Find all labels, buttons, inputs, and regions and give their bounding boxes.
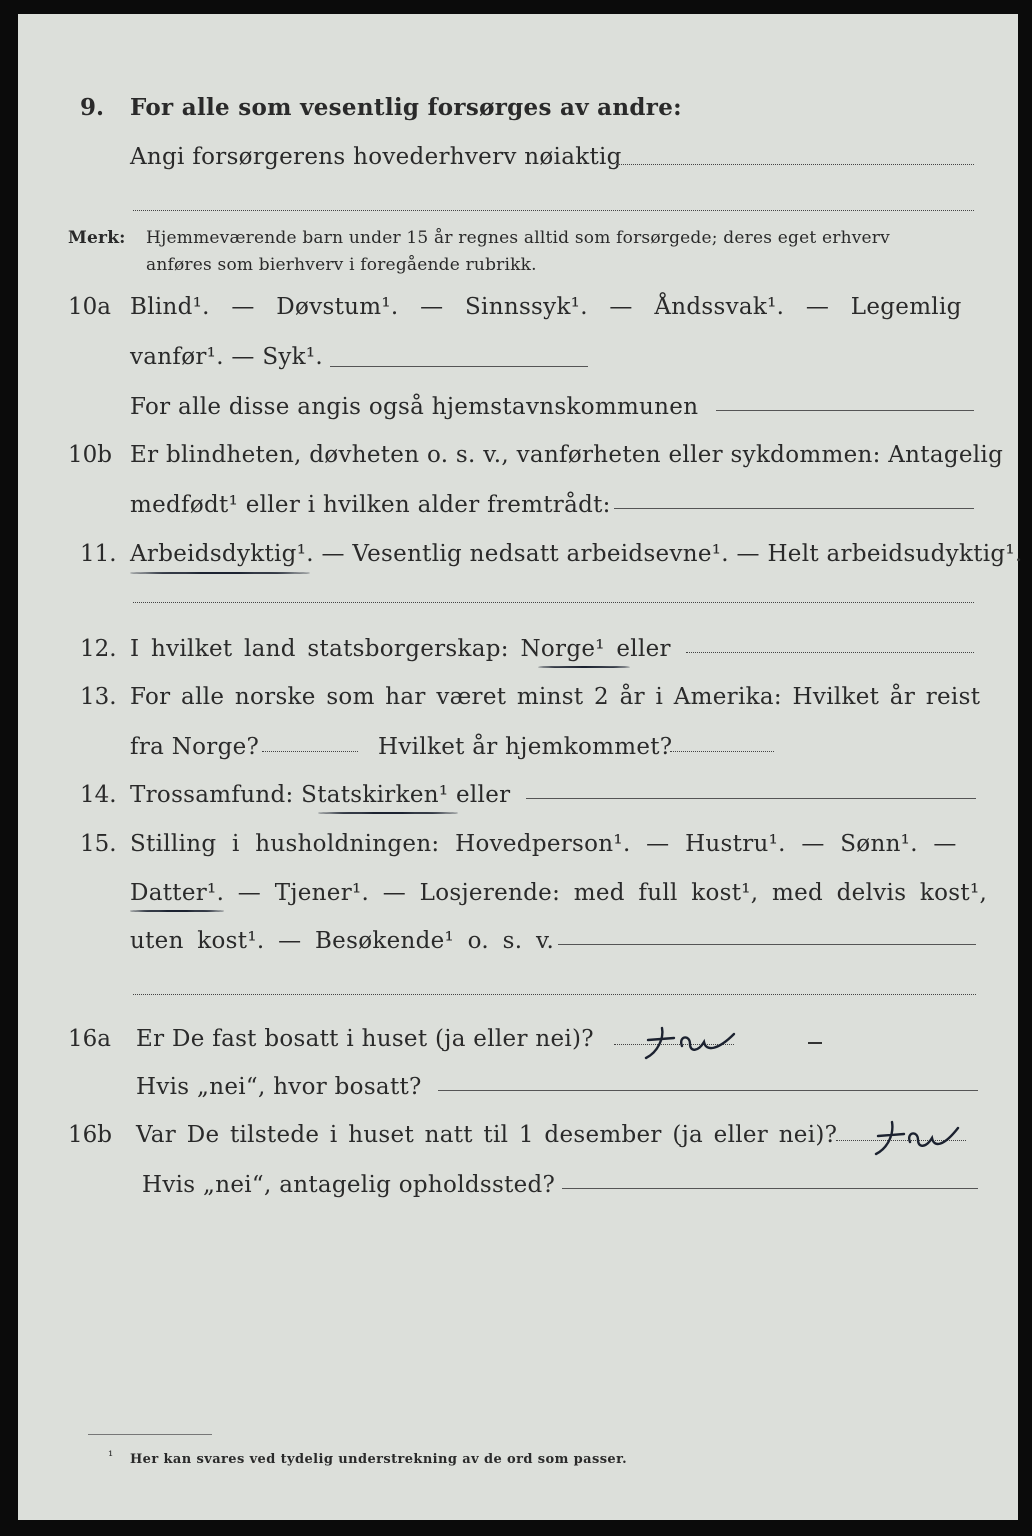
q9-answer-line[interactable] xyxy=(616,164,974,165)
q15-answer-line[interactable] xyxy=(558,944,976,945)
q9-answer-line-2[interactable] xyxy=(133,210,974,211)
q13-line2b: Hvilket år hjemkommet? xyxy=(378,734,673,760)
q16b-line1: Var De tilstede i huset natt til 1 desember (ja eller nei)? xyxy=(136,1122,838,1148)
q11-answer-line[interactable] xyxy=(133,602,974,603)
q11-handwritten-underline xyxy=(130,572,310,574)
q14-number: 14. xyxy=(80,782,117,808)
q10b-answer-line[interactable] xyxy=(614,508,974,509)
merk-line2: anføres som bierhverv i foregående rubrikk. xyxy=(146,255,537,275)
q13-hjemkommet-answer-line[interactable] xyxy=(670,751,774,752)
q15-line1: Stilling i husholdningen: Hovedperson¹. — Hustru¹. — Sønn¹. — xyxy=(130,831,957,857)
q11-line1: Arbeidsdyktig¹. — Vesentlig nedsatt arbeidsevne¹. — Helt arbeidsudyktig¹. xyxy=(130,541,1023,567)
q15-line2: Datter¹. — Tjener¹. — Losjerende: med full kost¹, med delvis kost¹, xyxy=(130,880,988,906)
q10a-number: 10a xyxy=(68,294,111,320)
q12-number: 12. xyxy=(80,636,117,662)
q16a-line2: Hvis „nei“, hvor bosatt? xyxy=(136,1074,422,1100)
q16a-bosatt-answer-line[interactable] xyxy=(438,1090,978,1091)
q10a-line3: For alle disse angis også hjemstavnskommunen xyxy=(130,394,699,420)
q16a-number: 16a xyxy=(68,1026,111,1052)
q16a-dash-mark xyxy=(808,1042,822,1044)
q16a-handwritten-answer xyxy=(634,1022,758,1062)
q16b-handwritten-answer xyxy=(870,1116,970,1158)
q12-answer-line[interactable] xyxy=(686,652,974,653)
q16b-line2: Hvis „nei“, antagelig opholdssted? xyxy=(142,1172,556,1198)
q15-line3: uten kost¹. — Besøkende¹ o. s. v. xyxy=(130,928,555,954)
merk-label: Merk: xyxy=(68,228,126,248)
footnote-text: Her kan svares ved tydelig understrekning av de ord som passer. xyxy=(130,1452,628,1467)
q14-handwritten-underline xyxy=(318,812,458,814)
census-form-page xyxy=(18,14,1023,1520)
q12-handwritten-underline xyxy=(538,666,630,668)
q15-handwritten-underline xyxy=(130,910,224,912)
q16b-answer-line[interactable] xyxy=(562,1188,978,1189)
q10a-line2: vanfør¹. — Syk¹. xyxy=(130,344,324,370)
q14-line1: Trossamfund: Statskirken¹ eller xyxy=(130,782,511,808)
q16b-number: 16b xyxy=(68,1122,112,1148)
q10a-line1: Blind¹. — Døvstum¹. — Sinnssyk¹. — Åndssvak¹. — Legemlig xyxy=(130,294,962,320)
q13-line1: For alle norske som har været minst 2 år i Amerika: Hvilket år reist xyxy=(130,684,981,710)
q9-number: 9. xyxy=(80,94,105,121)
q13-number: 13. xyxy=(80,684,117,710)
q16a-line1: Er De fast bosatt i huset (ja eller nei)? xyxy=(136,1026,594,1052)
q11-number: 11. xyxy=(80,541,117,567)
q15-answer-line-2[interactable] xyxy=(133,994,976,995)
q15-number: 15. xyxy=(80,831,117,857)
q10b-line1: Er blindheten, døvheten o. s. v., vanførheten eller sykdommen: Antagelig xyxy=(130,442,1004,468)
q12-line1: I hvilket land statsborgerskap: Norge¹ eller xyxy=(130,636,671,662)
footnote-rule xyxy=(88,1434,212,1435)
q10b-line2: medfødt¹ eller i hvilken alder fremtrådt: xyxy=(130,492,611,518)
q14-answer-line[interactable] xyxy=(526,798,976,799)
footnote-mark: ¹ xyxy=(108,1449,114,1464)
q10a-syk-answer-line[interactable] xyxy=(330,366,588,367)
q13-line2a: fra Norge? xyxy=(130,734,260,760)
merk-line1: Hjemmeværende barn under 15 år regnes alltid som forsørgede; deres eget erhverv xyxy=(146,228,890,248)
q13-reist-answer-line[interactable] xyxy=(262,751,358,752)
q9-title: For alle som vesentlig forsørges av andre: xyxy=(130,94,682,121)
q10b-number: 10b xyxy=(68,442,112,468)
q9-line1: Angi forsørgerens hovederhverv nøiaktig xyxy=(130,144,622,170)
q10a-answer-line[interactable] xyxy=(716,410,974,411)
